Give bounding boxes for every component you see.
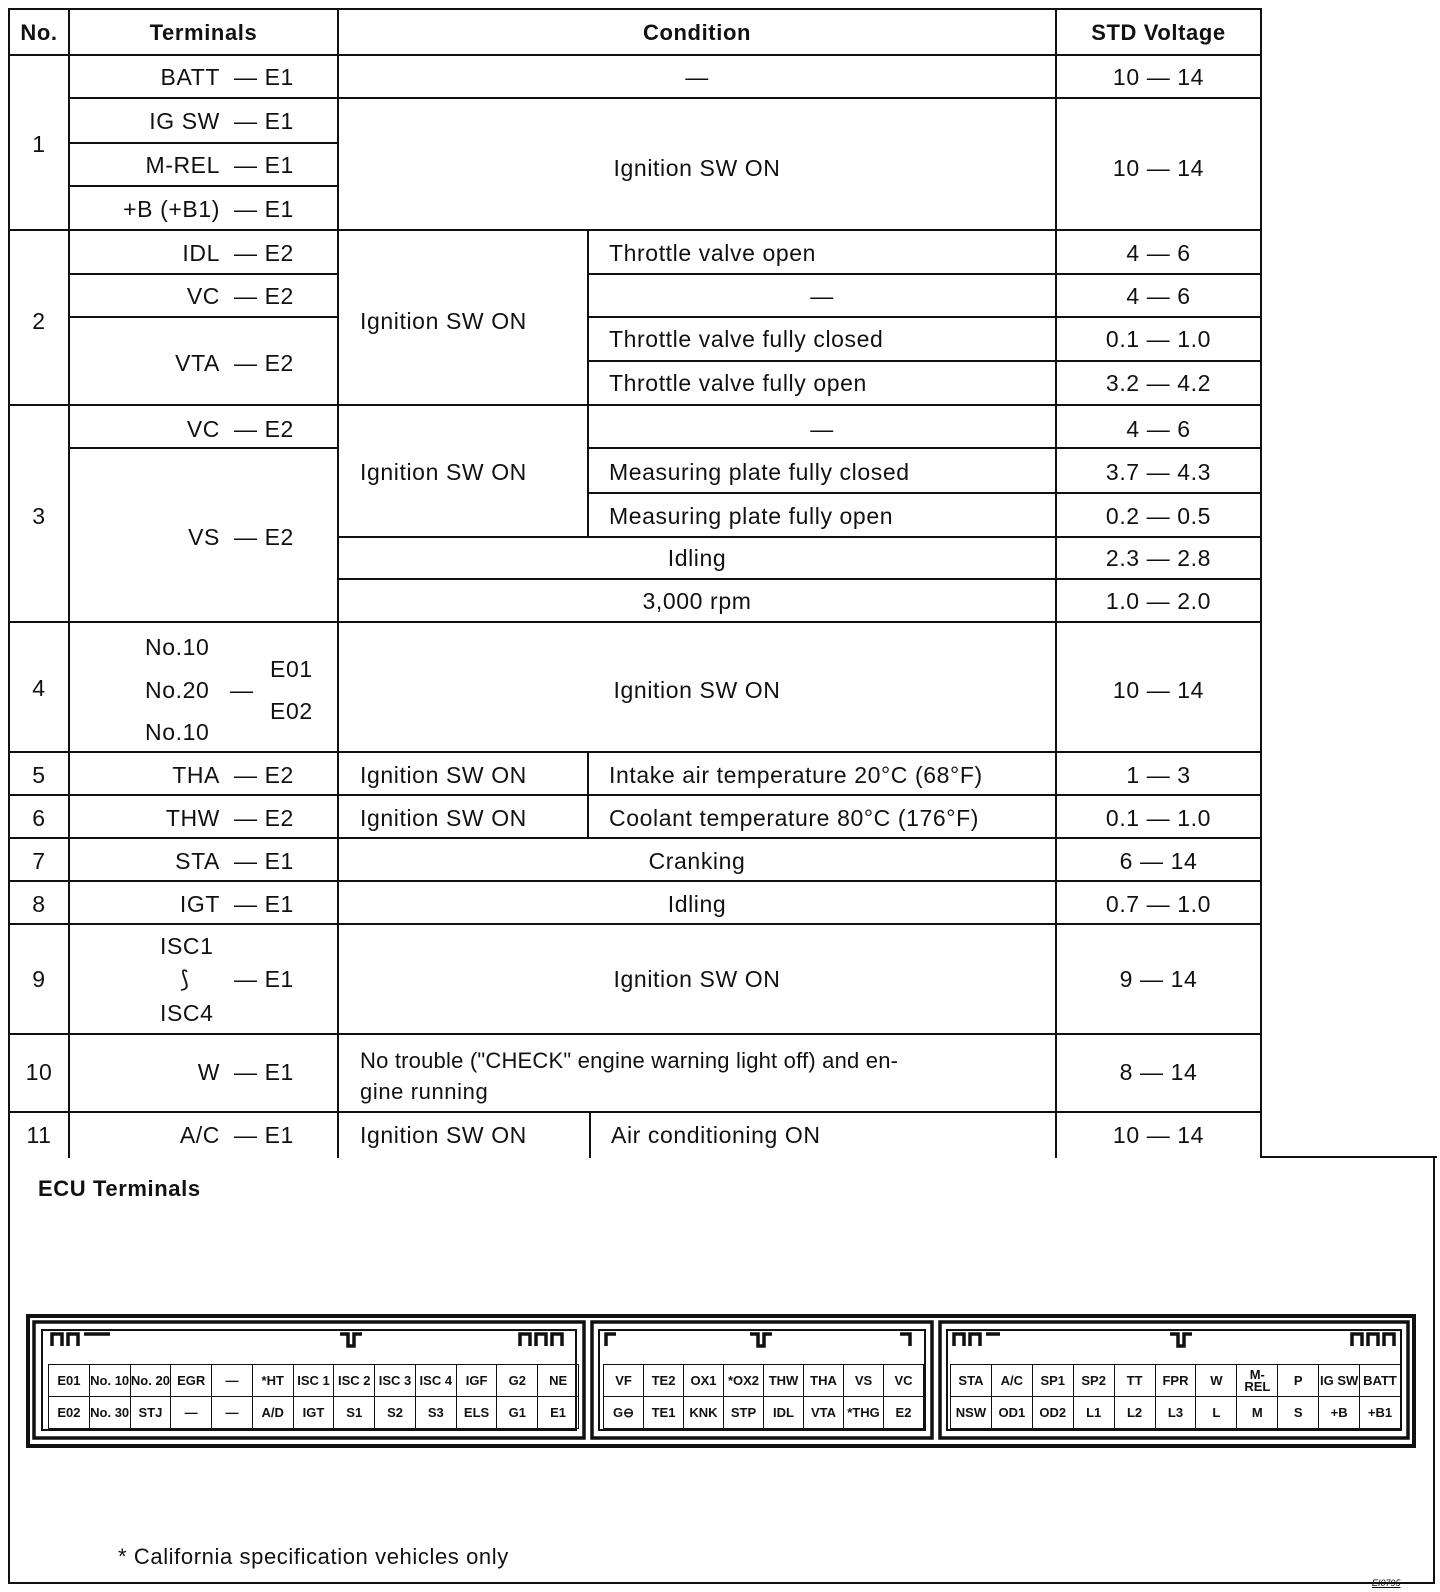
row4-dash: — [230, 677, 254, 703]
ecu-title: ECU Terminals [38, 1176, 201, 1201]
row1-term-igsw: IG SW [149, 108, 220, 134]
row1-e1-d: — E1 [234, 196, 294, 222]
row2-e2-c: — E2 [234, 350, 294, 376]
pin-isc-2: ISC 2 [333, 1364, 375, 1397]
row3-e2-a: — E2 [234, 416, 294, 442]
row8-cond: Idling [667, 891, 727, 917]
row8-v: 0.7 — 1.0 [1105, 891, 1212, 917]
row3-v3: 0.2 — 0.5 [1105, 503, 1212, 529]
row1-v1: 10 — 14 [1112, 64, 1205, 90]
row5-no: 5 [32, 762, 46, 788]
row5-c2: Intake air temperature 20°C (68°F) [609, 762, 983, 788]
row2-term-vta: VTA [175, 350, 220, 376]
pin-igf: IGF [456, 1364, 498, 1397]
row2-c1: Throttle valve open [609, 240, 817, 266]
row10-term: W [197, 1059, 220, 1085]
pin-no-30: No. 30 [89, 1396, 131, 1429]
pin-+b: +B [1318, 1396, 1360, 1429]
row4-e02: E02 [270, 698, 313, 724]
row4-term-1: No.10 [145, 634, 210, 660]
row9-cond: Ignition SW ON [613, 966, 781, 992]
row9-v: 9 — 14 [1119, 966, 1198, 992]
row11-c2: Air conditioning ON [611, 1122, 821, 1148]
row2-c3: Throttle valve fully closed [609, 326, 884, 352]
row5-cond: Ignition SW ON [360, 762, 527, 788]
row2-v1: 4 — 6 [1126, 240, 1191, 266]
pin-isc-4: ISC 4 [415, 1364, 457, 1397]
pin-thw: THW [763, 1364, 804, 1397]
pin-nsw: NSW [950, 1396, 992, 1429]
pin-e1: E1 [537, 1396, 579, 1429]
pin-vs: VS [843, 1364, 884, 1397]
row10-v: 8 — 14 [1119, 1059, 1198, 1085]
row1-e1-b: — E1 [234, 108, 294, 134]
pin-no-10: No. 10 [89, 1364, 131, 1397]
pin-thg: *THG [843, 1396, 884, 1429]
pin-egr: EGR [170, 1364, 212, 1397]
row5-v: 1 — 3 [1126, 762, 1191, 788]
row2-e2-b: — E2 [234, 283, 294, 309]
row1-no: 1 [32, 131, 46, 157]
pin-igt: IGT [293, 1396, 335, 1429]
row10-e: — E1 [234, 1059, 294, 1085]
row7-e: — E1 [234, 848, 294, 874]
row3-c4: Idling [667, 545, 727, 571]
pin-p: P [1277, 1364, 1319, 1397]
pin-e01: E01 [48, 1364, 90, 1397]
row10-cond-line1: No trouble ("CHECK" engine warning light off) and en- [360, 1048, 899, 1073]
row5-term: THA [172, 762, 220, 788]
row1-cond-dash: — [685, 64, 709, 90]
pin-ig-sw: IG SW [1318, 1364, 1360, 1397]
row1-e1-a: — E1 [234, 64, 294, 90]
row3-v2: 3.7 — 4.3 [1105, 459, 1212, 485]
pin-m-rel: M-REL [1236, 1364, 1278, 1397]
row1-term-batt: BATT [160, 64, 220, 90]
row9-tilde: ⟆ [180, 966, 190, 992]
pin-l1: L1 [1073, 1396, 1115, 1429]
row8-no: 8 [32, 891, 46, 917]
row9-e: — E1 [234, 966, 294, 992]
row4-term-2: No.20 [145, 677, 210, 703]
row4-term-3: No.10 [145, 719, 210, 745]
row7-cond: Cranking [648, 848, 746, 874]
pin-a-c: A/C [991, 1364, 1033, 1397]
pin-sp2: SP2 [1073, 1364, 1115, 1397]
pin-e02: E02 [48, 1396, 90, 1429]
row2-c4: Throttle valve fully open [609, 370, 867, 396]
row4-v: 10 — 14 [1112, 677, 1205, 703]
row9-no: 9 [32, 966, 46, 992]
row8-term: IGT [179, 891, 220, 917]
pin-vta: VTA [803, 1396, 844, 1429]
pin-s2: S2 [374, 1396, 416, 1429]
row6-v: 0.1 — 1.0 [1105, 805, 1212, 831]
row3-cond: Ignition SW ON [360, 459, 527, 485]
row3-term-vc: VC [186, 416, 220, 442]
header-terminals: Terminals [149, 20, 258, 45]
pin-els: ELS [456, 1396, 498, 1429]
row3-e2-b: — E2 [234, 524, 294, 550]
reference-code: EI0795 [1372, 1578, 1401, 1588]
row8-e: — E1 [234, 891, 294, 917]
pin-vf: VF [603, 1364, 644, 1397]
row11-term: A/C [179, 1122, 220, 1148]
pin-w: W [1195, 1364, 1237, 1397]
row4-cond: Ignition SW ON [613, 677, 781, 703]
row7-v: 6 — 14 [1119, 848, 1198, 874]
header-condition: Condition [642, 20, 752, 45]
pin-: — [211, 1396, 253, 1429]
row3-no: 3 [32, 503, 46, 529]
pin-no-20: No. 20 [130, 1364, 172, 1397]
header-std-voltage: STD Voltage [1091, 20, 1226, 45]
row3-v1: 4 — 6 [1126, 416, 1191, 442]
row2-no: 2 [32, 308, 46, 334]
pin-fpr: FPR [1155, 1364, 1197, 1397]
pin-: — [170, 1396, 212, 1429]
pin-m: M [1236, 1396, 1278, 1429]
row6-c2: Coolant temperature 80°C (176°F) [609, 805, 979, 831]
pin-te1: TE1 [643, 1396, 684, 1429]
footnote: * California specification vehicles only [118, 1544, 509, 1569]
pin-od1: OD1 [991, 1396, 1033, 1429]
pin-knk: KNK [683, 1396, 724, 1429]
pin-e2: E2 [883, 1396, 924, 1429]
row9-term-2: ISC4 [160, 1000, 214, 1026]
pin-s: S [1277, 1396, 1319, 1429]
row3-c1: — [810, 416, 834, 442]
row4-e01: E01 [270, 656, 313, 682]
pin-stj: STJ [130, 1396, 172, 1429]
row3-c3: Measuring plate fully open [609, 503, 894, 529]
pin-g2: G2 [496, 1364, 538, 1397]
pin-stp: STP [723, 1396, 764, 1429]
pin-te2: TE2 [643, 1364, 684, 1397]
pin-ht: *HT [252, 1364, 294, 1397]
row3-v5: 1.0 — 2.0 [1105, 588, 1212, 614]
pin-ox2: *OX2 [723, 1364, 764, 1397]
pin-idl: IDL [763, 1396, 804, 1429]
row1-cond: Ignition SW ON [613, 155, 781, 181]
row11-no: 11 [26, 1122, 52, 1148]
row1-v2: 10 — 14 [1112, 155, 1205, 181]
pin-g1: G1 [496, 1396, 538, 1429]
row11-cond: Ignition SW ON [360, 1122, 527, 1148]
row1-e1-c: — E1 [234, 152, 294, 178]
row2-cond: Ignition SW ON [360, 308, 527, 334]
row2-v3: 0.1 — 1.0 [1105, 326, 1212, 352]
pin-vc: VC [883, 1364, 924, 1397]
pin-: — [211, 1364, 253, 1397]
row10-no: 10 [25, 1059, 53, 1085]
pin-tt: TT [1114, 1364, 1156, 1397]
row3-term-vs: VS [188, 524, 220, 550]
row2-term-idl: IDL [182, 240, 220, 266]
row11-v: 10 — 14 [1112, 1122, 1205, 1148]
row2-e2-a: — E2 [234, 240, 294, 266]
row6-term: THW [165, 805, 220, 831]
row3-c5: 3,000 rpm [642, 588, 752, 614]
row7-no: 7 [32, 848, 46, 874]
row10-cond-line2: gine running [360, 1079, 489, 1104]
pin-l: L [1195, 1396, 1237, 1429]
pin-ne: NE [537, 1364, 579, 1397]
row2-v2: 4 — 6 [1126, 283, 1191, 309]
pin-s3: S3 [415, 1396, 457, 1429]
row1-term-mrel: M-REL [145, 152, 220, 178]
pin-sta: STA [950, 1364, 992, 1397]
row6-cond: Ignition SW ON [360, 805, 527, 831]
row2-c2: — [810, 283, 834, 309]
row2-v4: 3.2 — 4.2 [1105, 370, 1212, 396]
pin-l2: L2 [1114, 1396, 1156, 1429]
pin-ox1: OX1 [683, 1364, 724, 1397]
row11-e: — E1 [234, 1122, 294, 1148]
row6-e: — E2 [234, 805, 294, 831]
pin-g: G⊖ [603, 1396, 644, 1429]
pin-sp1: SP1 [1032, 1364, 1074, 1397]
pin-batt: BATT [1359, 1364, 1401, 1397]
row9-term-1: ISC1 [160, 933, 214, 959]
pin-od2: OD2 [1032, 1396, 1074, 1429]
pin-+b1: +B1 [1359, 1396, 1401, 1429]
pin-s1: S1 [333, 1396, 375, 1429]
pin-isc-1: ISC 1 [293, 1364, 335, 1397]
header-no: No. [20, 20, 58, 45]
row3-c2: Measuring plate fully closed [609, 459, 910, 485]
pin-tha: THA [803, 1364, 844, 1397]
row7-term: STA [175, 848, 220, 874]
row3-v4: 2.3 — 2.8 [1105, 545, 1212, 571]
row4-no: 4 [32, 675, 46, 701]
pin-isc-3: ISC 3 [374, 1364, 416, 1397]
pin-l3: L3 [1155, 1396, 1197, 1429]
row2-term-vc: VC [186, 283, 220, 309]
pin-a-d: A/D [252, 1396, 294, 1429]
row6-no: 6 [32, 805, 46, 831]
row1-term-b: +B (+B1) [123, 196, 220, 222]
row5-e: — E2 [234, 762, 294, 788]
